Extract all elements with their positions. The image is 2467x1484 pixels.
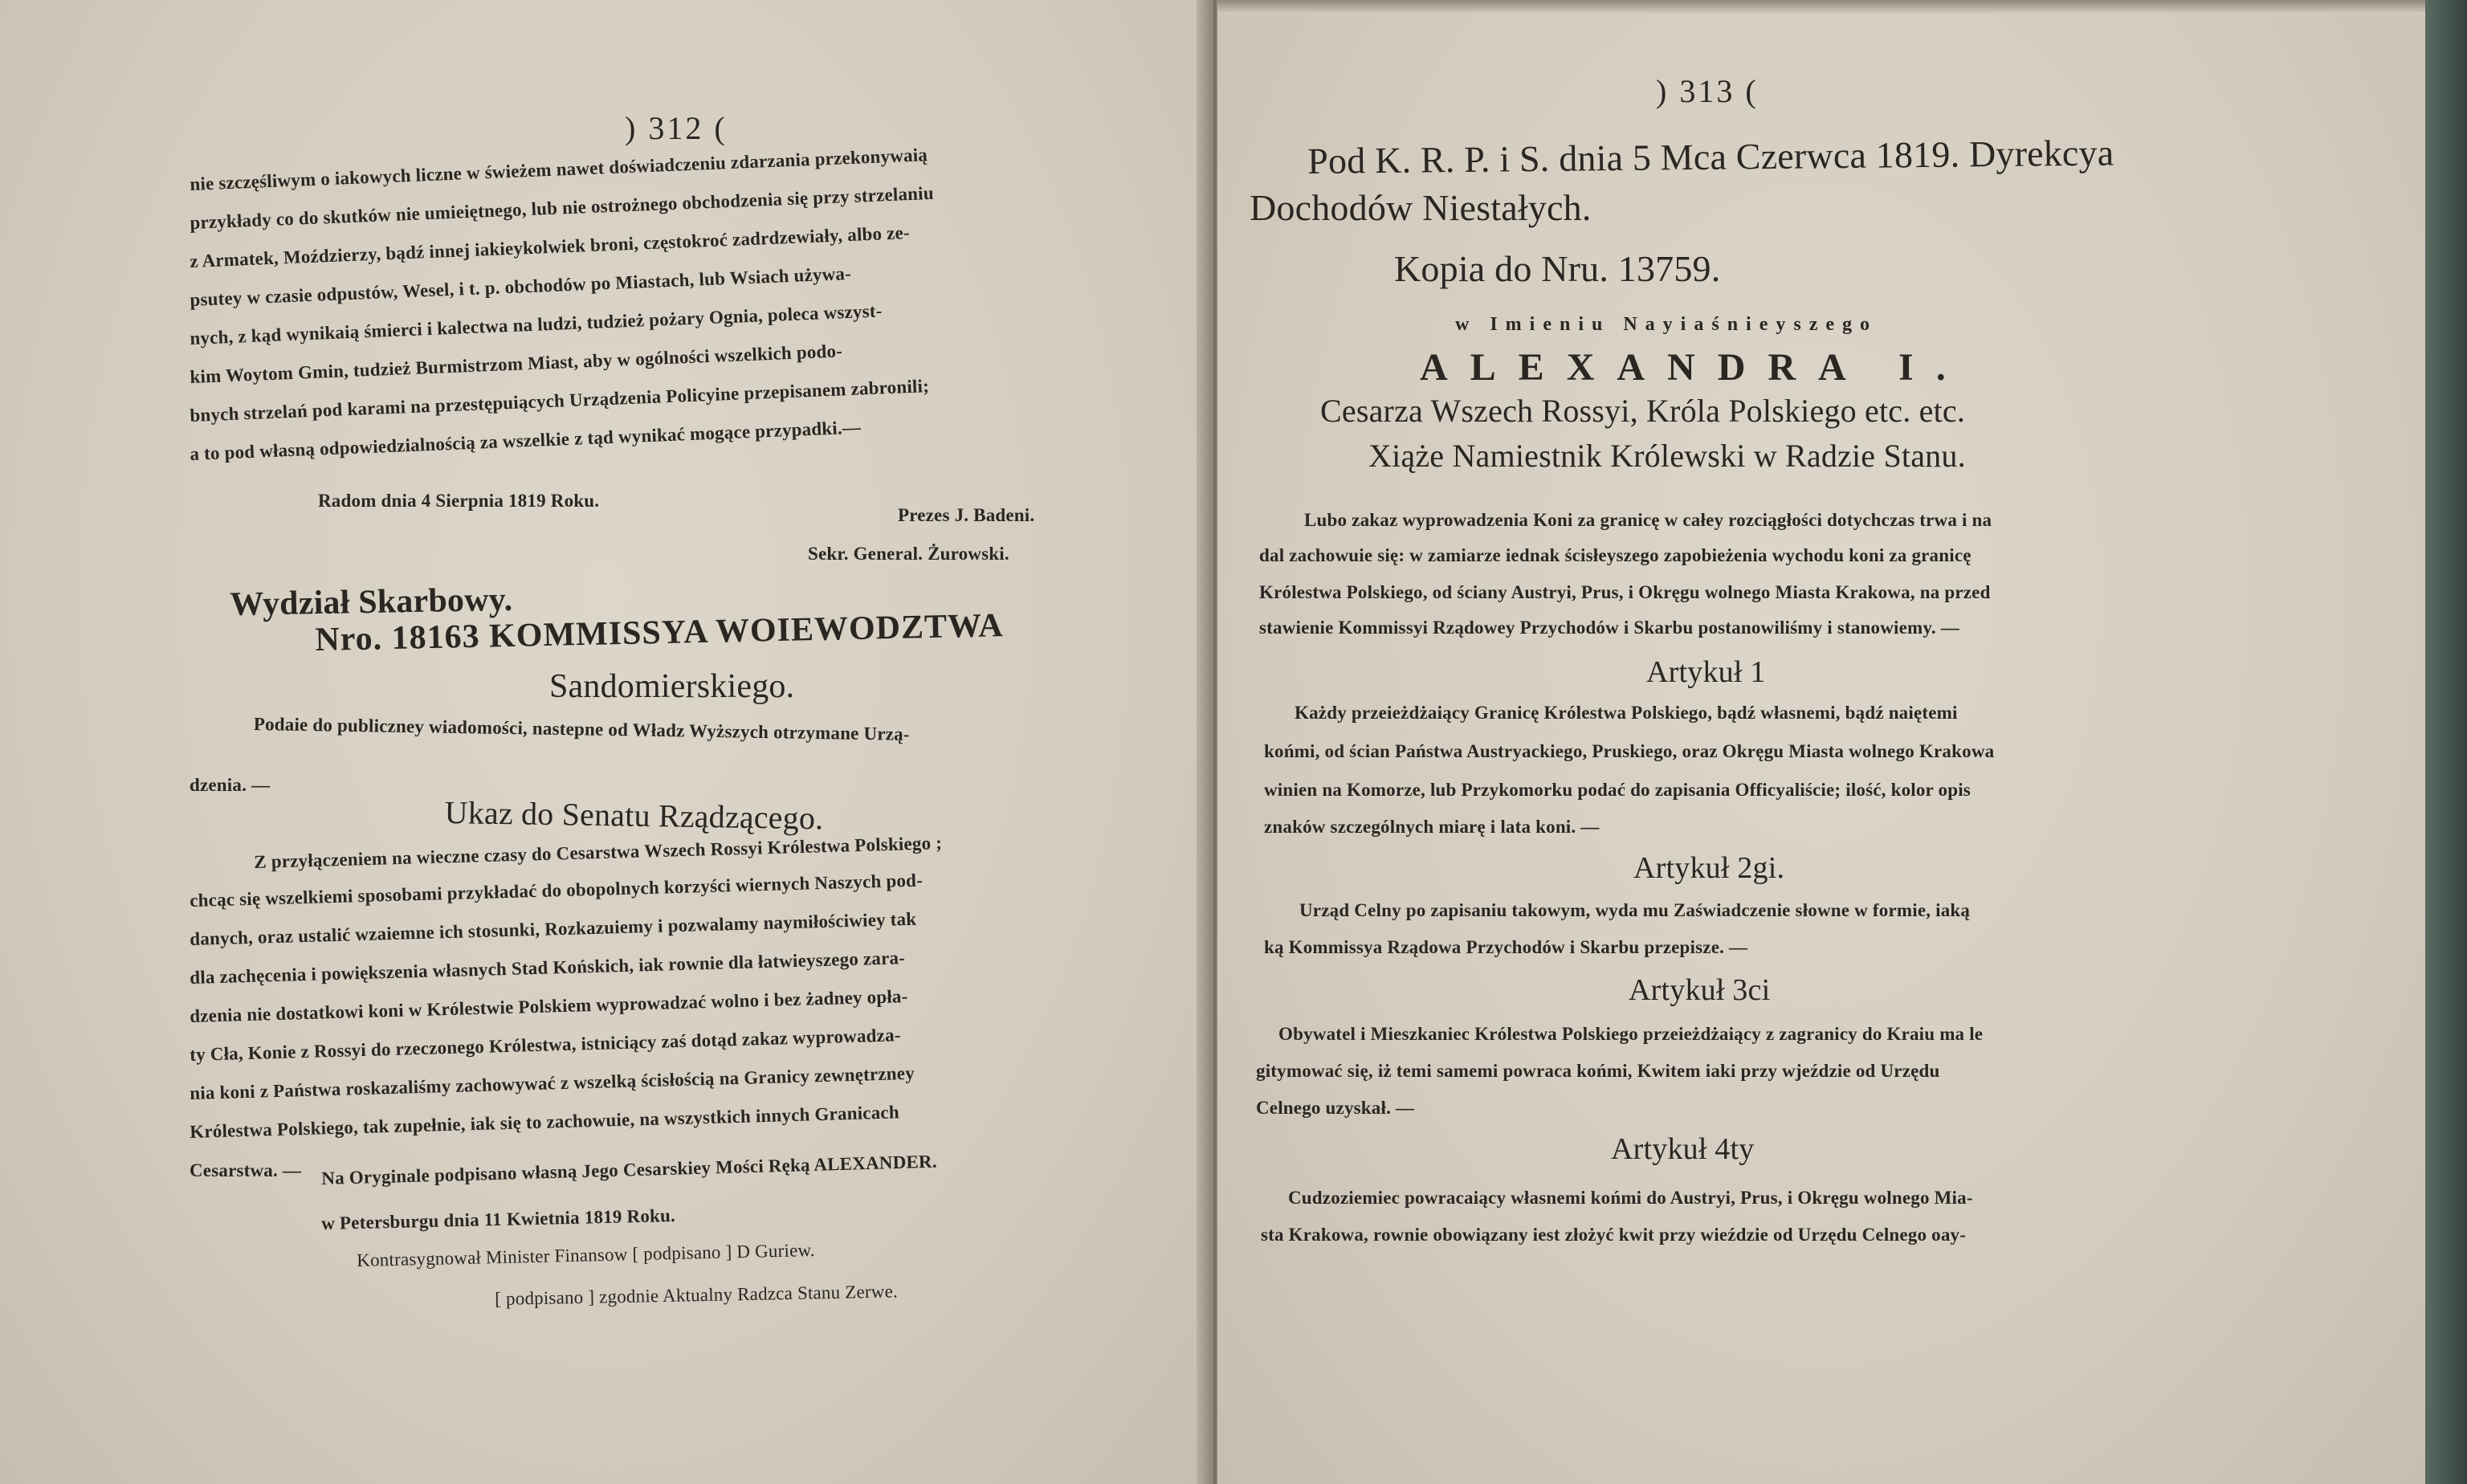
text-line: chcąc się wszelkiemi sposobami przykładać do obopolnych korzyści wiernych Naszych pod- — [189, 870, 924, 911]
header-line: Pod K. R. P. i S. dnia 5 Mca Czerwca 1819. Dyrekcya — [1307, 132, 2114, 181]
page-top-shadow — [1217, 0, 2425, 14]
text-line: Cesarstwa. — — [190, 1160, 302, 1180]
text-line: ką Kommissya Rządowa Przychodów i Skarbu przepisze. — — [1264, 937, 1748, 957]
signature-prezes: Prezes J. Badeni. — [898, 505, 1035, 525]
article-2-title: Artykuł 2gi. — [1633, 851, 1785, 885]
kopia-line: Kopia do Nru. 13759. — [1394, 248, 1721, 289]
text-line: stawienie Kommissyi Rządowey Przychodów i Skarbu postanowiliśmy i stanowiemy. — — [1259, 618, 1959, 638]
text-line: kim Woytom Gmin, tudzież Burmistrzom Miast, aby w ogólności wszelkich podo- — [189, 340, 843, 387]
text-line: sta Krakowa, rownie obowiązany iest złożyć kwit przy wieździe od Urzędu Celnego oay- — [1261, 1225, 1967, 1245]
text-line: gitymować się, iż temi samemi powraca końmi, Kwitem iaki przy wjeździe od Urzędu — [1256, 1061, 1940, 1081]
text-line: Na Oryginale podpisano własną Jego Cesarskiey Mości Ręką ALEXANDER. — [320, 1151, 938, 1188]
text-line: nych, z kąd wynikaią śmierci i kalectwa na ludzi, tudzież pożary Ognia, poleca wszyst- — [189, 300, 883, 349]
text-line: dzenia nie dostatkowi koni w Królestwie Polskiem wyprowadzać wolno i bez żadney opła- — [189, 986, 908, 1026]
text-line: a to pod własną odpowiedzialnością za wszelkie z tąd wynikać mogące przypadki.— — [189, 417, 862, 464]
xiaze-line: Xiąże Namiestnik Królewski w Radzie Stanu. — [1368, 438, 1966, 474]
text-line: Królestwa Polskiego, od ściany Austryi, Prus, i Okręgu wolnego Miasta Krakowa, na przed — [1259, 582, 1991, 602]
text-line: nie szczęśliwym o iakowych liczne w świeżem nawet doświadczeniu zdarzania przekonywaią — [189, 145, 928, 194]
date-line: Radom dnia 4 Sierpnia 1819 Roku. — [318, 491, 600, 511]
text-line: w Petersburgu dnia 11 Kwietnia 1819 Roku. — [320, 1205, 676, 1233]
text-line: Celnego uzyskał. — — [1256, 1098, 1415, 1118]
text-line: dal zachowuie się: w zamiarze iednak ścisłeyszego zapobieżenia wychodu koni za granicę — [1259, 545, 1972, 565]
text-line: Cudzoziemiec powracaiący własnemi końmi do Austryi, Prus, i Okręgu wolnego Mia- — [1288, 1188, 1973, 1208]
text-line: Z przyłączeniem na wieczne czasy do Cesarstwa Wszech Rossyi Królestwa Polskiego ; — [253, 833, 943, 872]
text-line: przykłady co do skutków nie umieiętnego, lub nie ostrożnego obchodzenia się przy strzelaniu — [189, 182, 935, 233]
text-line: psutey w czasie odpustów, Wesel, i t. p. obchodów po Miastach, lub Wsiach używa- — [189, 263, 852, 310]
article-3-title: Artykuł 3ci — [1629, 973, 1771, 1007]
region-heading: Sandomierskiego. — [549, 668, 795, 705]
text-line: znaków szczególnych miarę i lata koni. — — [1264, 817, 1600, 837]
cesarza-line: Cesarza Wszech Rossyi, Króla Polskiego etc. etc. — [1320, 393, 1966, 429]
text-line: Lubo zakaz wyprowadzenia Koni za granicę w całey rozciągłości dotychczas trwa i na — [1304, 510, 1992, 530]
header-line: Dochodów Niestałych. — [1250, 187, 1592, 228]
page-number-left: ) 312 ( — [625, 110, 728, 146]
left-page — [0, 0, 1211, 1484]
text-line: Kontrasygnował Minister Finansow [ podpisano ] D Guriew. — [356, 1240, 815, 1270]
text-line: Każdy przeieżdżaiący Granicę Królestwa Polskiego, bądź własnemi, bądź naiętemi — [1295, 703, 1958, 723]
scan-border-right — [2425, 0, 2467, 1484]
text-line: Obywatel i Mieszkaniec Królestwa Polskiego przeieżdżaiący z zagranicy do Kraiu ma le — [1278, 1024, 1984, 1044]
intro-line: dzenia. — — [190, 775, 271, 795]
text-line: z Armatek, Moździerzy, bądź innej iakieykolwiek broni, częstokroć zadrdzewiały, albo ze- — [189, 222, 911, 271]
text-line: [ podpisano ] zgodnie Aktualny Radzca Stanu Zerwe. — [494, 1281, 899, 1309]
intro-line: Podaie do publiczney wiadomości, nastepne od Władz Wyższych otrzymane Urzą- — [253, 714, 910, 744]
signature-sekretarz: Sekr. General. Żurowski. — [808, 544, 1009, 564]
article-1-title: Artykuł 1 — [1646, 655, 1766, 689]
alexander-title: ALEXANDRA I. — [1420, 346, 1968, 389]
ukaz-title: Ukaz do Senatu Rządzącego. — [444, 794, 824, 837]
text-line: Królestwa Polskiego, tak zupełnie, iak się to zachowuie, na wszystkich innych Granicach — [189, 1102, 900, 1142]
article-4-title: Artykuł 4ty — [1611, 1132, 1755, 1166]
text-line: nia koni z Państwa roskazaliśmy zachowywać z wszelką ścisłością na Granicy zewnętrzney — [189, 1062, 915, 1103]
text-line: danych, oraz ustalić wzaiemne ich stosunki, Rozkazuiemy i pozwalamy naymiłościwiey tak — [189, 908, 917, 949]
text-line: końmi, od ścian Państwa Austryackiego, Pruskiego, oraz Okręgu Miasta wolnego Krakowa — [1264, 741, 1995, 761]
text-line: dla zachęcenia i powiększenia własnych Stad Końskich, iak rownie dla łatwieyszego zara- — [189, 948, 906, 988]
text-line: Urząd Celny po zapisaniu takowym, wyda mu Zaświadczenie słowne w formie, iaką — [1299, 900, 1971, 920]
commission-title: Nro. 18163 KOMMISSYA WOIEWODZTWA — [314, 607, 1005, 658]
imieniu-line: w Imieniu Nayiaśnieyszego — [1455, 314, 1878, 335]
department-heading: Wydział Skarbowy. — [229, 581, 513, 623]
right-page — [1217, 0, 2425, 1484]
text-line: winien na Komorze, lub Przykomorku podać do zapisania Officyaliście; ilość, kolor opis — [1264, 780, 1971, 800]
text-line: bnych strzelań pod karami na przestępuiących Urządzenia Policyine przepisanem zabronili; — [189, 376, 930, 426]
page-number-right: ) 313 ( — [1656, 73, 1759, 109]
text-line: ty Cła, Konie z Rossyi do rzeczonego Królestwa, istniciący zaś dotąd zakaz wyprowadza- — [189, 1025, 901, 1065]
